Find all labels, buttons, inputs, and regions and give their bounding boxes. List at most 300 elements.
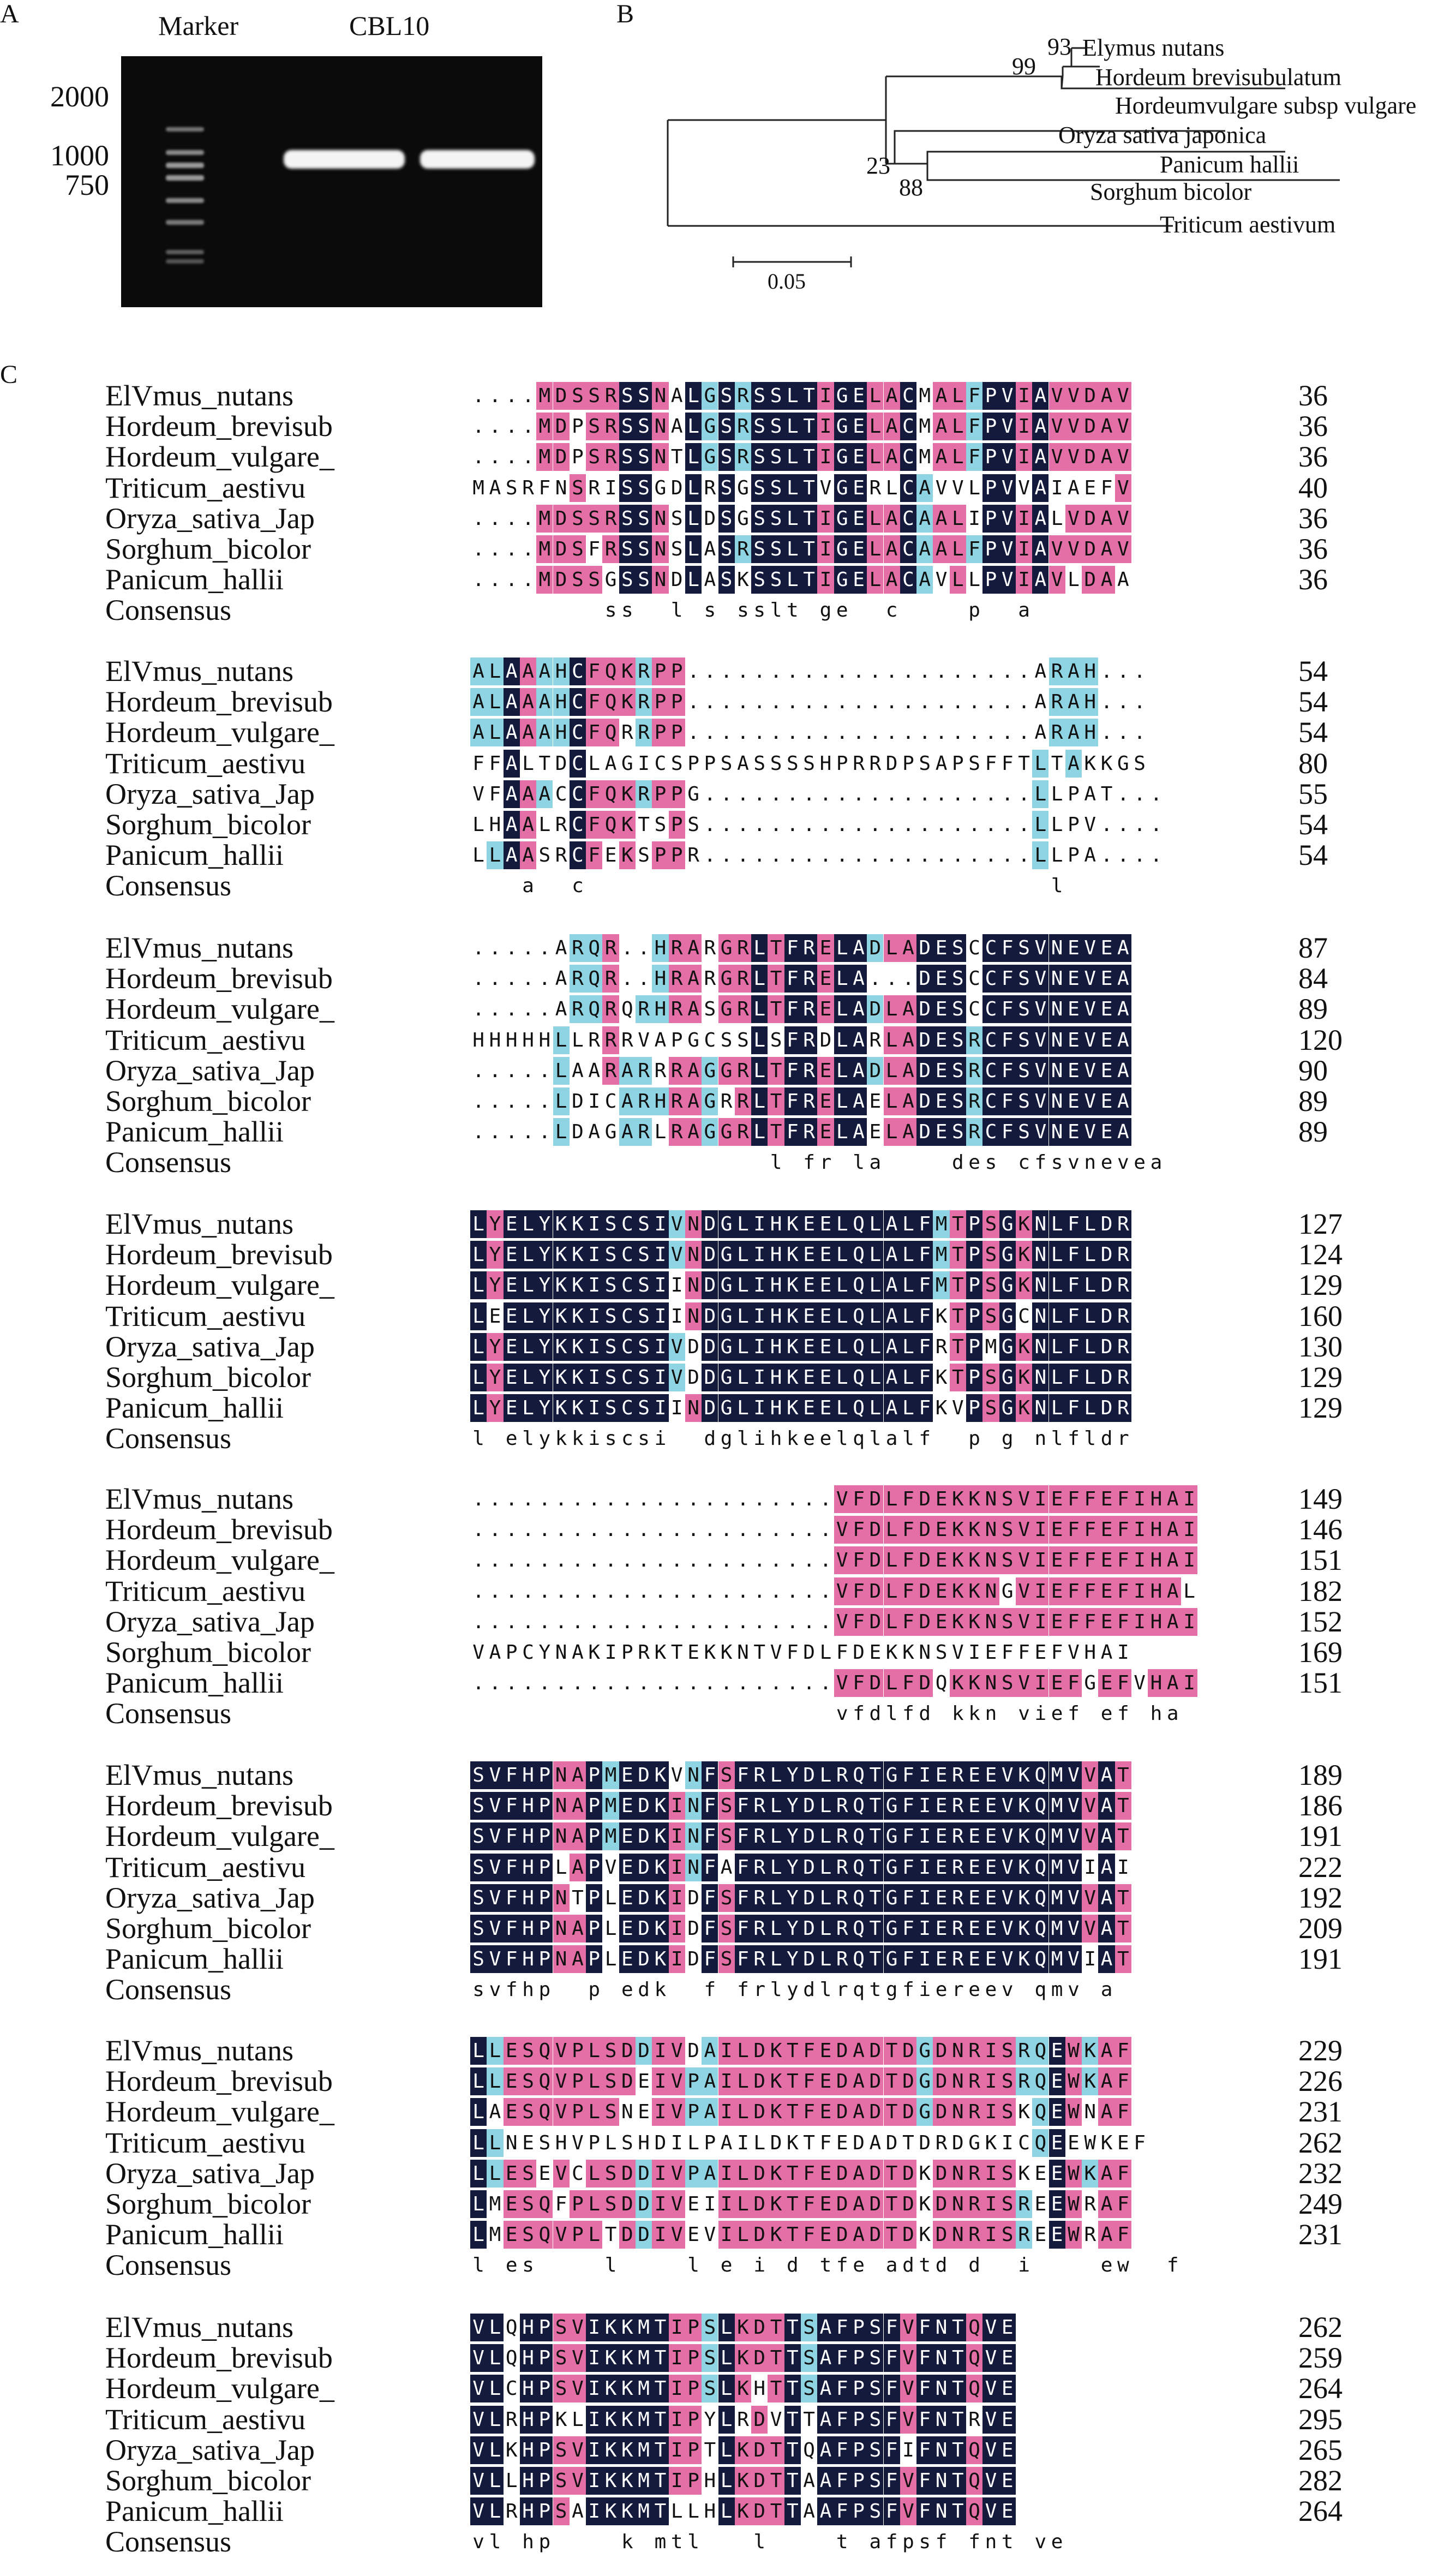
residue: T [652, 2497, 668, 2525]
residue: . [968, 721, 980, 744]
residue: S [768, 474, 784, 502]
residue: V [999, 1822, 1016, 1850]
residue: L [470, 1302, 487, 1330]
residue: I [652, 2098, 668, 2126]
residue: F [999, 934, 1016, 962]
residue: P [850, 2497, 867, 2525]
residue: D [867, 2221, 883, 2249]
residue: V [1016, 1608, 1032, 1636]
residue: P [982, 535, 999, 563]
residue: E [801, 1241, 817, 1269]
residue: . [1117, 814, 1129, 836]
residue: M [489, 2224, 501, 2246]
residue: R [751, 1884, 768, 1912]
residue: K [619, 2344, 636, 2372]
residue: H [538, 1029, 551, 1051]
residue: D [687, 1335, 699, 1358]
residue: E [522, 2131, 534, 2154]
residue: R [735, 413, 751, 440]
residue: C [619, 1364, 636, 1391]
residue: L [950, 382, 966, 410]
consensus-residue [966, 872, 982, 900]
residue: . [472, 569, 484, 591]
residue: V [570, 2344, 586, 2372]
residue: C [982, 934, 999, 962]
consensus-residue [950, 2251, 966, 2279]
residue: A [803, 2500, 815, 2523]
residue: F [999, 1057, 1016, 1085]
residue: A [850, 965, 867, 993]
consensus-residue: e [1134, 1151, 1146, 1174]
residue: F [1100, 476, 1113, 499]
residue: A [470, 688, 487, 716]
residue: E [966, 1945, 982, 1973]
residue: A [1165, 1546, 1181, 1574]
residue: I [1181, 1669, 1197, 1697]
consensus-residue [718, 2528, 735, 2556]
sequence-name: Sorghum_bicolor [105, 533, 311, 565]
residue: G [999, 1302, 1016, 1330]
sequence-end-position: 120 [1298, 1023, 1343, 1056]
residue: A [1032, 535, 1048, 563]
residue: L [751, 1118, 768, 1146]
residue: . [489, 1090, 501, 1113]
consensus-residue: e [1100, 2254, 1113, 2277]
residue: D [553, 382, 570, 410]
residue: R [669, 1118, 685, 1146]
residue: S [520, 2221, 536, 2249]
residue: N [982, 1546, 999, 1574]
sequence-end-position: 54 [1298, 655, 1328, 688]
residue: A [1084, 844, 1097, 867]
residue: K [935, 1305, 948, 1328]
residue: A [1032, 413, 1048, 440]
consensus-residue [867, 2251, 883, 2279]
consensus-residue [768, 872, 784, 900]
consensus-residue: d [869, 1702, 882, 1725]
sequence-name: Hordeum_brevisub [105, 962, 333, 995]
residue: A [1115, 1026, 1131, 1054]
residue: . [985, 844, 997, 867]
residue: F [916, 2314, 933, 2341]
residue: V [1065, 413, 1082, 440]
residue: H [1148, 1608, 1164, 1636]
residue: Q [586, 965, 602, 993]
residue: K [720, 1641, 733, 1664]
residue: D [636, 2190, 652, 2218]
consensus-residue [702, 2528, 718, 2556]
sequence-name: Oryza_sativa_Jap [105, 1054, 315, 1087]
residue: E [850, 474, 867, 502]
residue: R [1115, 1394, 1131, 1422]
consensus-residue: p [902, 2531, 914, 2554]
residue: F [702, 1761, 718, 1789]
sequence-end-position: 80 [1298, 746, 1328, 780]
residue: G [999, 1333, 1016, 1361]
residue: S [553, 2314, 570, 2341]
residue: D [916, 1516, 933, 1544]
consensus-residue: f [803, 1151, 815, 1174]
consensus-residue [553, 596, 570, 624]
residue: C [572, 2162, 584, 2185]
residue: L [487, 2497, 503, 2525]
residue: Q [1032, 2037, 1048, 2065]
residue: I [669, 1884, 685, 1912]
consensus-residue [586, 2528, 602, 2556]
residue: N [621, 2101, 633, 2124]
residue: A [817, 2467, 834, 2495]
residue: I [916, 1822, 933, 1850]
residue: . [687, 1672, 699, 1695]
residue: D [916, 995, 933, 1023]
residue: L [735, 2221, 751, 2249]
residue: L [867, 505, 883, 533]
residue: T [1115, 1761, 1131, 1789]
residue: D [751, 2406, 768, 2434]
residue: L [588, 752, 601, 775]
residue: P [951, 752, 964, 775]
residue: I [652, 2067, 668, 2095]
residue: L [687, 2131, 699, 2154]
residue: D [687, 1917, 699, 1940]
residue: F [900, 1516, 916, 1544]
residue: E [1098, 1087, 1115, 1115]
residue: T [768, 2344, 784, 2372]
sequence-name: Sorghum_bicolor [105, 1912, 311, 1945]
consensus-residue: e [819, 1427, 832, 1450]
sequence-name: Hordeum_brevisub [105, 1789, 333, 1822]
residue: S [553, 2375, 570, 2402]
residue: . [687, 1549, 699, 1572]
residue: L [884, 1118, 900, 1146]
sequence-name: Triticum_aestivu [105, 1023, 306, 1056]
residue: E [817, 2037, 834, 2065]
residue: E [933, 1608, 949, 1636]
residue: . [951, 844, 964, 867]
consensus-residue [801, 2528, 817, 2556]
residue: Q [1032, 2067, 1048, 2095]
residue: G [834, 474, 850, 502]
sequence-name: Hordeum_vulgare_ [105, 1820, 334, 1853]
consensus-residue [784, 1700, 801, 1728]
residue: . [472, 507, 484, 530]
residue: P [966, 1364, 982, 1391]
residue: D [702, 1364, 718, 1391]
residue: L [950, 566, 966, 594]
residue: N [933, 2314, 949, 2341]
sequence-end-position: 127 [1298, 1208, 1343, 1240]
residue: . [687, 1580, 699, 1603]
residue: K [966, 1577, 982, 1605]
residue: F [801, 2067, 817, 2095]
residue: N [685, 1822, 702, 1850]
consensus-residue [702, 872, 718, 900]
residue: . [968, 844, 980, 867]
taxon-panicum-hallii: Panicum hallii [1160, 151, 1299, 178]
residue: I [1032, 1669, 1048, 1697]
residue: . [638, 1519, 650, 1541]
residue: D [801, 1915, 817, 1943]
consensus-residue [586, 872, 602, 900]
residue: S [602, 1241, 619, 1269]
residue: H [652, 995, 668, 1023]
residue: M [985, 1335, 997, 1358]
consensus-label: Consensus [105, 1422, 232, 1455]
residue: D [867, 1577, 883, 1605]
residue: Y [784, 1854, 801, 1881]
residue: Q [536, 2098, 553, 2126]
residue: . [1134, 660, 1146, 683]
residue: V [470, 2314, 487, 2341]
consensus-residue: h [522, 2531, 534, 2554]
consensus-residue: l [687, 2531, 699, 2554]
residue: A [1115, 1087, 1131, 1115]
residue: K [570, 1271, 586, 1299]
residue: E [801, 1271, 817, 1299]
residue: I [670, 2131, 683, 2154]
residue: I [718, 2221, 735, 2249]
residue: L [817, 1761, 834, 1789]
sequence-name: ElVmus_nutans [105, 2311, 293, 2344]
residue: . [1134, 782, 1146, 805]
residue: . [472, 998, 484, 1021]
residue: V [1115, 382, 1131, 410]
residue: K [985, 2131, 997, 2154]
residue: N [1084, 2101, 1097, 2124]
residue: L [817, 1915, 834, 1943]
sequence-end-position: 169 [1298, 1636, 1343, 1669]
residue: K [570, 1241, 586, 1269]
residue: S [702, 2314, 718, 2341]
residue: E [1068, 2131, 1080, 2154]
residue: R [638, 1641, 650, 1664]
residue: D [867, 1546, 883, 1574]
residue: K [619, 2406, 636, 2434]
residue: . [522, 507, 534, 530]
consensus-residue: a [869, 2531, 882, 2554]
bootstrap-23: 23 [866, 152, 890, 179]
residue: V [470, 2375, 487, 2402]
residue: G [884, 1854, 900, 1881]
residue: F [1001, 752, 1014, 775]
residue: P [586, 1945, 602, 1973]
residue: K [1016, 1884, 1032, 1912]
sequence-name: Sorghum_bicolor [105, 808, 311, 841]
residue: . [621, 1580, 633, 1603]
consensus-residue: t [819, 2254, 832, 2277]
residue: W [1065, 2221, 1082, 2249]
consensus-residue: d [786, 2254, 799, 2277]
residue: D [1082, 382, 1098, 410]
sequence-end-position: 209 [1298, 1912, 1343, 1945]
residue: M [1049, 1945, 1065, 1973]
consensus-residue: g [819, 599, 832, 622]
sequence-name: ElVmus_nutans [105, 931, 293, 964]
residue: K [784, 1302, 801, 1330]
residue: D [885, 752, 898, 775]
consensus-residue: t [836, 2531, 848, 2554]
residue: P [966, 1271, 982, 1299]
residue: F [1065, 1271, 1082, 1299]
residue: . [538, 1672, 551, 1695]
residue: . [869, 691, 882, 714]
residue: L [470, 2037, 487, 2065]
residue: I [1131, 1546, 1148, 1574]
residue: A [900, 1057, 916, 1085]
residue: I [586, 2467, 602, 2495]
residue: L [522, 752, 534, 775]
sequence-name: Panicum_hallii [105, 2495, 284, 2528]
residue: E [933, 1822, 949, 1850]
residue: . [869, 967, 882, 990]
residue: F [504, 1822, 520, 1850]
residue: T [652, 2436, 668, 2464]
residue: A [470, 719, 487, 746]
consensus-residue: s [985, 1151, 997, 1174]
consensus-residue [916, 1149, 933, 1176]
residue: F [1082, 1577, 1098, 1605]
residue: L [718, 2497, 735, 2525]
residue: L [834, 934, 850, 962]
residue: L [834, 1087, 850, 1115]
residue: . [902, 814, 914, 836]
residue: R [966, 1087, 982, 1115]
residue: P [536, 2344, 553, 2372]
residue: . [853, 660, 865, 683]
residue: V [982, 2497, 999, 2525]
residue: A [1065, 719, 1082, 746]
residue: . [786, 1549, 799, 1572]
residue: D [1098, 1333, 1115, 1361]
residue: . [670, 1580, 683, 1603]
residue: E [850, 413, 867, 440]
residue: R [834, 1822, 850, 1850]
residue: R [669, 1087, 685, 1115]
residue: E [999, 2375, 1016, 2402]
residue: A [1098, 1915, 1115, 1943]
residue: R [555, 814, 567, 836]
taxon-hordeum-brevisubulatum: Hordeum brevisubulatum [1095, 64, 1341, 91]
residue: . [919, 782, 931, 805]
residue: F [850, 1485, 867, 1513]
residue: F [1115, 2098, 1131, 2126]
residue: T [950, 1271, 966, 1299]
residue: S [753, 752, 766, 775]
sequence-end-position: 36 [1298, 379, 1328, 412]
residue: V [1049, 443, 1065, 471]
residue: D [636, 1945, 652, 1973]
residue: S [602, 1210, 619, 1238]
residue: E [982, 1854, 999, 1881]
residue: . [737, 1672, 749, 1695]
residue: P [570, 2067, 586, 2095]
residue: Y [536, 1364, 553, 1391]
residue: E [1034, 2224, 1047, 2246]
residue: . [819, 1672, 832, 1695]
residue: A [1098, 1792, 1115, 1820]
residue: Q [1032, 1915, 1048, 1943]
residue: L [884, 934, 900, 962]
residue: R [735, 443, 751, 471]
residue: I [982, 2190, 999, 2218]
residue: F [916, 2375, 933, 2402]
residue: L [586, 2098, 602, 2126]
consensus-residue [884, 872, 900, 900]
residue: V [570, 2375, 586, 2402]
residue: . [670, 1549, 683, 1572]
residue: F [702, 1915, 718, 1943]
residue: Q [850, 1364, 867, 1391]
residue: I [652, 1210, 668, 1238]
residue: A [685, 965, 702, 993]
residue: F [504, 1761, 520, 1789]
residue: R [602, 382, 619, 410]
residue: . [786, 782, 799, 805]
residue: F [900, 1884, 916, 1912]
residue: R [602, 535, 619, 563]
sequence-name: Triticum_aestivu [105, 1299, 306, 1332]
residue: L [834, 965, 850, 993]
residue: S [520, 2190, 536, 2218]
residue: T [950, 2314, 966, 2341]
residue: L [950, 535, 966, 563]
consensus-residue: e [505, 2254, 518, 2277]
residue: E [933, 1945, 949, 1973]
residue: L [867, 1394, 883, 1422]
residue: A [884, 1241, 900, 1269]
sequence-name: ElVmus_nutans [105, 1759, 293, 1791]
residue: M [919, 415, 931, 438]
residue: . [472, 1610, 484, 1633]
residue: F [900, 1761, 916, 1789]
sequence-name: Oryza_sativa_Jap [105, 777, 315, 810]
residue: N [555, 476, 567, 499]
residue: L [784, 382, 801, 410]
residue: S [950, 934, 966, 962]
residue: I [916, 1761, 933, 1789]
residue: P [685, 2436, 702, 2464]
residue: H [520, 2375, 536, 2402]
marker-band [166, 163, 204, 168]
residue: V [1032, 1087, 1048, 1115]
residue: N [933, 2467, 949, 2495]
residue: E [999, 2406, 1016, 2434]
scale-bar-label: 0.05 [768, 269, 806, 294]
residue: L [572, 2408, 584, 2431]
sequence-name: Triticum_aestivu [105, 2402, 306, 2436]
residue: I [1117, 1856, 1129, 1879]
sequence-name: Triticum_aestivu [105, 1574, 306, 1607]
residue: G [999, 1241, 1016, 1269]
residue: A [916, 535, 933, 563]
consensus-residue [982, 596, 999, 624]
consensus-residue: h [1150, 1702, 1163, 1725]
residue: S [867, 2344, 883, 2372]
residue: E [933, 1026, 949, 1054]
residue: F [966, 535, 982, 563]
residue: K [1016, 1915, 1032, 1943]
residue: V [669, 1364, 685, 1391]
residue: . [588, 1519, 601, 1541]
residue: . [489, 385, 501, 407]
residue: . [803, 1672, 815, 1695]
residue: M [1049, 1761, 1065, 1789]
residue: D [867, 2190, 883, 2218]
marker-band [166, 198, 204, 203]
residue: V [1082, 1118, 1098, 1146]
residue: R [751, 1915, 768, 1943]
residue: D [553, 413, 570, 440]
